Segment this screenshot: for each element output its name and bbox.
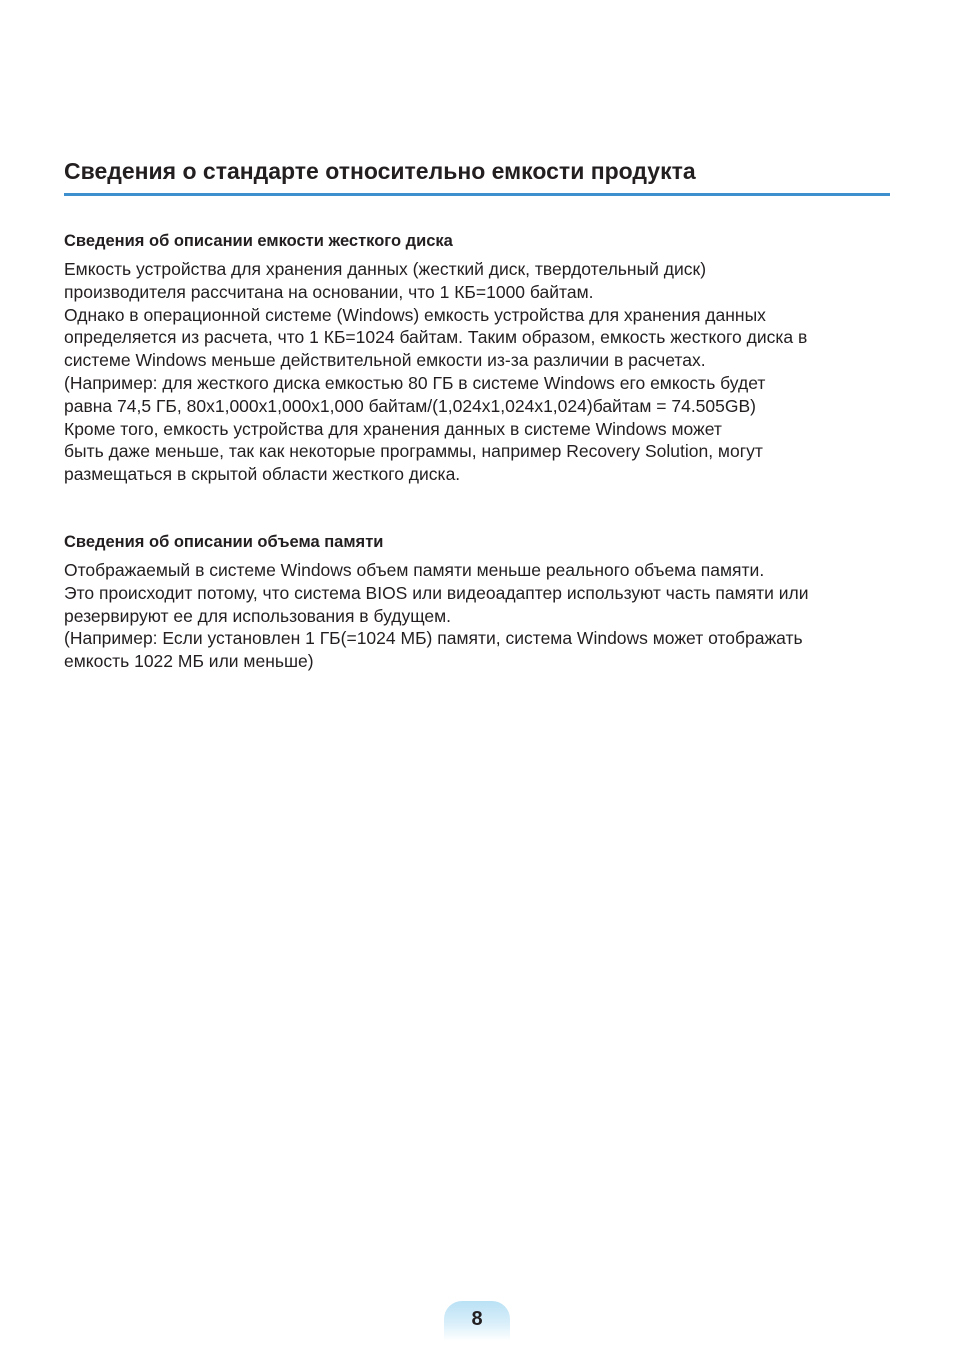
section-body <box>64 258 894 486</box>
body-line: Емкость устройства для хранения данных (жесткий диск, твердотельный диск) <box>64 259 707 279</box>
body-line: Это происходит потому, что система BIOS или видеоадаптер используют часть памяти или <box>64 582 809 603</box>
body-line: быть даже меньше, так как некоторые программы, например Recovery Solution, могут <box>64 441 763 462</box>
body-line: равна 74,5 ГБ, 80x1,000x1,000x1,000 байтам/(1,024x1,024x1,024)байтам = 74.505GB) <box>64 395 756 416</box>
body-line: Однако в операционной системе (Windows) емкость устройства для хранения данных <box>64 304 766 325</box>
body-line: Кроме того, емкость устройства для хранения данных в системе Windows может <box>64 418 722 439</box>
section-hdd-capacity <box>64 230 894 486</box>
body-line: системе Windows меньше действительной емкости из-за различии в расчетах. <box>64 350 706 371</box>
section-body <box>64 559 894 673</box>
body-line: производителя рассчитана на основании, что 1 КБ=1000 байтам. <box>64 281 594 302</box>
body-line: размещаться в скрытой области жесткого диска. <box>64 464 461 485</box>
page-number: 8 <box>471 1308 483 1330</box>
section-heading: Сведения об описании объема памяти <box>64 533 384 551</box>
body-line: (Например: для жесткого диска емкостью 80 ГБ в системе Windows его емкость будет <box>64 372 766 393</box>
page-title: Сведения о стандарте относительно емкости продукта <box>64 158 696 184</box>
title-divider <box>64 193 890 196</box>
section-heading: Сведения об описании емкости жесткого диска <box>64 232 453 250</box>
body-line: емкость 1022 МБ или меньше) <box>64 651 314 672</box>
body-line: (Например: Если установлен 1 ГБ(=1024 МБ) памяти, система Windows может отображать <box>64 628 803 649</box>
page-number-tab <box>444 1301 510 1341</box>
body-line: Отображаемый в системе Windows объем памяти меньше реального объема памяти. <box>64 560 765 580</box>
section-memory-capacity <box>64 531 894 673</box>
body-line: определяется из расчета, что 1 КБ=1024 байтам. Таким образом, емкость жесткого диска в <box>64 327 808 348</box>
body-line: резервируют ее для использования в будущем. <box>64 605 452 626</box>
